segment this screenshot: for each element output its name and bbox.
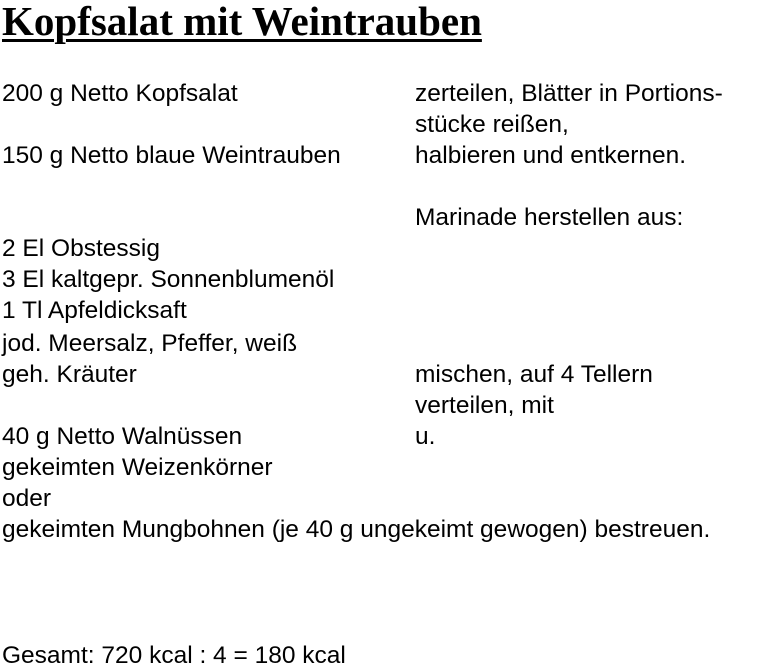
ingredient-line: geh. Kräuter (2, 361, 137, 388)
instruction-line: mischen, auf 4 Tellern (415, 361, 653, 388)
instruction-line: halbieren und entkernen. (415, 142, 687, 169)
ingredient-line: jod. Meersalz, Pfeffer, weiß (2, 330, 298, 357)
total-calories: Gesamt: 720 kcal : 4 = 180 kcal (2, 642, 346, 669)
instruction-line: zerteilen, Blätter in Portions- (415, 80, 723, 107)
ingredient-line: 40 g Netto Walnüssen (2, 423, 243, 450)
instruction-line: u. (415, 423, 436, 450)
instruction-line: Marinade herstellen aus: (415, 204, 684, 231)
ingredient-line: oder (2, 485, 52, 512)
instruction-line: gekeimten Mungbohnen (je 40 g ungekeimt gewogen) bestreuen. (2, 516, 711, 543)
ingredient-line: 1 Tl Apfeldicksaft (2, 297, 187, 324)
ingredient-line: 2 El Obstessig (2, 235, 160, 262)
ingredient-line: 3 El kaltgepr. Sonnenblumenöl (2, 266, 335, 293)
ingredient-line: gekeimten Weizenkörner (2, 454, 273, 481)
ingredient-line: 150 g Netto blaue Weintrauben (2, 142, 341, 169)
instruction-line: verteilen, mit (415, 392, 554, 419)
ingredient-line: 200 g Netto Kopfsalat (2, 80, 238, 107)
recipe-title: Kopfsalat mit Weintrauben (2, 0, 482, 44)
instruction-line: stücke reißen, (415, 111, 569, 138)
